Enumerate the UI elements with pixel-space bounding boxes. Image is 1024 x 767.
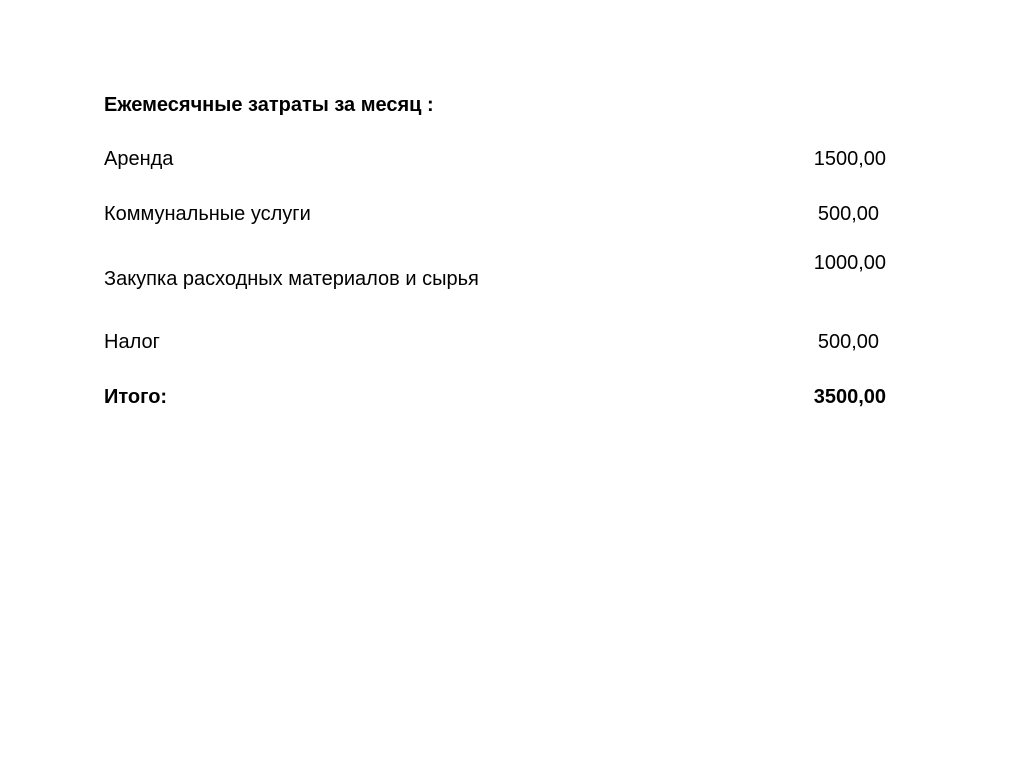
expense-row-materials: [104, 250, 886, 296]
expense-amount: 500,00: [817, 331, 879, 353]
page-title: Ежемесячные затраты за месяц :: [104, 94, 434, 116]
expense-label: Закупка расходных материалов и сырья: [104, 268, 479, 290]
total-amount: 3500,00: [813, 386, 886, 408]
expense-amount: 1000,00: [813, 252, 886, 274]
total-label: Итого:: [104, 386, 168, 408]
total-row: [104, 384, 886, 414]
expense-label: Коммунальные услуги: [104, 203, 311, 225]
expense-label: Налог: [104, 331, 160, 353]
expense-row-utilities: [104, 201, 886, 231]
expense-row-tax: [104, 329, 886, 359]
expense-row-rent: [104, 146, 886, 176]
expense-amount: 1500,00: [813, 148, 886, 170]
expense-amount: 500,00: [817, 203, 879, 225]
expense-label: Аренда: [104, 148, 174, 170]
